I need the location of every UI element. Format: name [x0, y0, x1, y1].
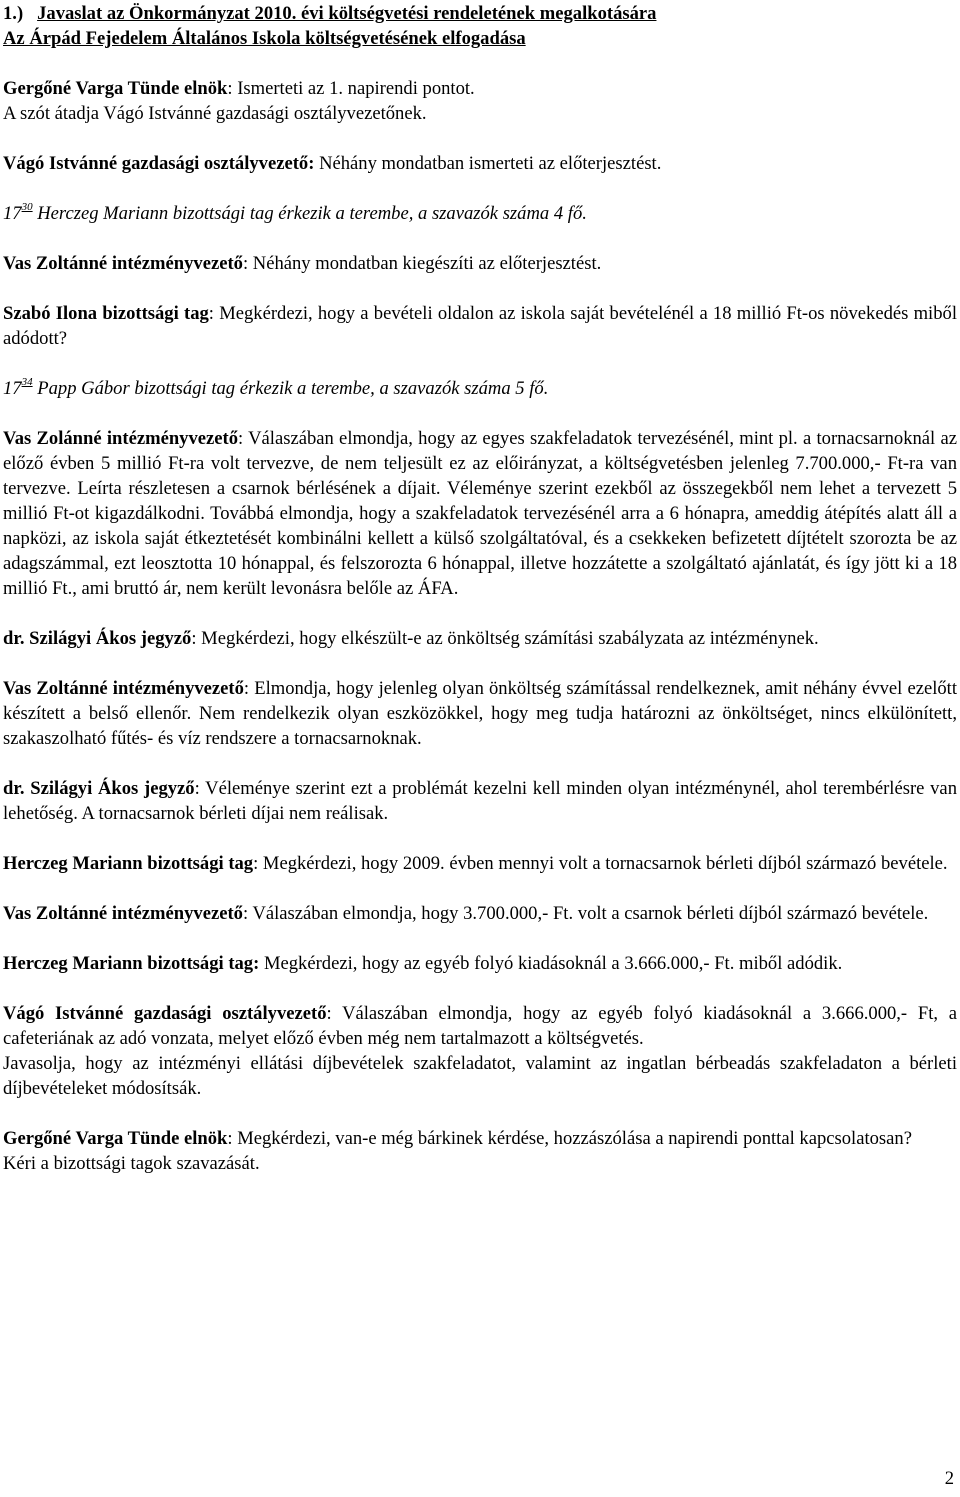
paragraph-director-rent	[3, 901, 957, 926]
speaker-name: Vágó Istvánné gazdasági osztályvezető:	[3, 153, 315, 174]
paragraph-handover: A szót átadja Vágó Istvánné gazdasági osztályvezetőnek.	[3, 103, 427, 124]
paragraph-text: : Ismerteti az 1. napirendi pontot.	[227, 78, 475, 99]
paragraph-director-cost	[3, 676, 957, 751]
speaker-name: Herczeg Mariann bizottsági tag	[3, 853, 254, 874]
paragraph-finance-head	[3, 151, 957, 176]
paragraph-text: Néhány mondatban ismerteti az előterjesztést.	[314, 153, 662, 174]
paragraph-notary-question	[3, 626, 957, 651]
paragraph-text: Megkérdezi, hogy az egyéb folyó kiadásoknál a 3.666.000,- Ft. miből adódik.	[259, 953, 843, 974]
speaker-name: Vas Zoltánné intézményvezető	[3, 903, 243, 924]
paragraph-text: : Megkérdezi, hogy a bevételi oldalon az iskola saját bevételénél a 18 millió Ft-os növekedés miből adódott?	[3, 303, 957, 349]
paragraph-chair-opening	[3, 76, 957, 101]
speaker-name: Gergőné Varga Tünde elnök	[3, 1128, 228, 1149]
paragraph-text: : Megkérdezi, van-e még bárkinek kérdése, hozzászólása a napirendi ponttal kapcsolatosan?	[227, 1128, 912, 1149]
paragraph-text: : Véleménye szerint ezt a problémát kezelni kell minden olyan intézménynél, ahol terembérlésre van lehetőség. A tornacsarnok bérleti díjai nem reálisak.	[3, 778, 957, 824]
agenda-title-1: Javaslat az Önkormányzat 2010. évi költségvetési rendeletének megalkotására	[37, 3, 657, 24]
note-hour: 17	[3, 203, 22, 224]
speaker-name: Szabó Ilona bizottsági tag	[3, 303, 209, 324]
note-text: Papp Gábor bizottsági tag érkezik a terembe, a szavazók száma 5 fő.	[32, 378, 549, 399]
speaker-name: Vágó Istvánné gazdasági osztályvezető	[3, 1003, 327, 1024]
paragraph-finance-answer	[3, 1001, 957, 1051]
note-minute: 30	[21, 200, 33, 213]
paragraph-finance-proposal: Javasolja, hogy az intézményi ellátási díjbevételek szakfeladatot, valamint az ingatlan bérbeadás szakfeladaton a bérleti díjbevételeket módosítsák.	[3, 1053, 957, 1099]
agenda-header	[3, 0, 957, 51]
paragraph-notary-opinion	[3, 776, 957, 826]
paragraph-szabo-question	[3, 301, 957, 351]
paragraph-text: : Válaszában elmondja, hogy az egyéb folyó kiadásoknál a 3.666.000,- Ft, a cafeteriának az adó vonzata, melyet előző évben még nem tartalmazott a költségvetés.	[3, 1003, 958, 1049]
agenda-title-line-2	[3, 26, 957, 51]
document-page	[3, 0, 957, 1176]
paragraph-text: : Megkérdezi, hogy elkészült-e az önköltség számítási szabályzata az intézménynek.	[191, 628, 819, 649]
speaker-name: Vas Zolánné intézményvezető	[3, 428, 239, 449]
speaker-name: dr. Szilágyi Ákos jegyző	[3, 778, 195, 799]
paragraph-text: : Néhány mondatban kiegészíti az előterjesztést.	[242, 253, 602, 274]
paragraph-herczeg-question-2	[3, 951, 957, 976]
note-minute: 34	[21, 375, 33, 388]
note-hour: 17	[3, 378, 22, 399]
agenda-number: 1.)	[3, 3, 24, 24]
speaker-name: Herczeg Mariann bizottsági tag:	[3, 953, 260, 974]
paragraph-text: : Válaszában elmondja, hogy 3.700.000,- Ft. volt a csarnok bérleti díjból származó bevétele.	[242, 903, 929, 924]
paragraph-text: : Megkérdezi, hogy 2009. évben mennyi volt a tornacsarnok bérleti díjból származó bevétele.	[253, 853, 948, 874]
paragraph-chair-closing	[3, 1126, 957, 1151]
agenda-title-2: Az Árpád Fejedelem Általános Iskola költségvetésének elfogadása	[3, 28, 526, 49]
note-text: Herczeg Mariann bizottsági tag érkezik a terembe, a szavazók száma 4 fő.	[32, 203, 587, 224]
attendance-note-1	[3, 201, 957, 226]
agenda-title-line-1	[3, 1, 957, 26]
paragraph-herczeg-question-1	[3, 851, 957, 876]
paragraph-text: : Válaszában elmondja, hogy az egyes szakfeladatok tervezésénél, mint pl. a tornacsarnoknál az előző évben 5 millió Ft-ra volt tervezve, de nem teljesült ez az előirányzat, a költségvetésben jelenleg 7.700.000,- Ft-ra van tervezve. Leírta részletesen a csarnok bérlésének a díjait. Véleménye szerint ezekből az összegekből nem lehet a tervezett 5 millió Ft-ot kigazdálkodni. Továbbá elmondja, hogy a szakfeladatok tervezésénél arra a 6 hónapra, ameddig átépítés alatt áll a napközi, az iskola saját étkeztetését kombinálni kellett a külső szolgáltatóval, és a csekkeken befizetett díjtételt szorozta be az adagszámmal, ezt leosztotta 10 hónappal, és felszorozta 6 hónappal, illetve hozzátette a szolgáltató ajánlatát, és így jött ki a 18 millió Ft., ami bruttó ár, nem került levonásra belőle az ÁFA.	[3, 428, 957, 599]
attendance-note-2	[3, 376, 957, 401]
paragraph-director-answer	[3, 426, 957, 601]
page-number: 2	[944, 1468, 954, 1489]
speaker-name: Vas Zoltánné intézményvezető	[3, 678, 244, 699]
speaker-name: Vas Zoltánné intézményvezető	[3, 253, 243, 274]
paragraph-text: : Elmondja, hogy jelenleg olyan önköltség számítással rendelkeznek, amit néhány évvel ezelőtt készített a belső ellenőr. Nem rendelkezik olyan eszközökkel, hogy meg tudja határozni az önköltséget, nincs elkülönített, szakaszolható fűtés- és víz rendszere a tornacsarnoknak.	[3, 678, 958, 749]
paragraph-director-addition	[3, 251, 957, 276]
speaker-name: Gergőné Varga Tünde elnök	[3, 78, 228, 99]
speaker-name: dr. Szilágyi Ákos jegyző	[3, 628, 192, 649]
paragraph-vote-request: Kéri a bizottsági tagok szavazását.	[3, 1153, 260, 1174]
